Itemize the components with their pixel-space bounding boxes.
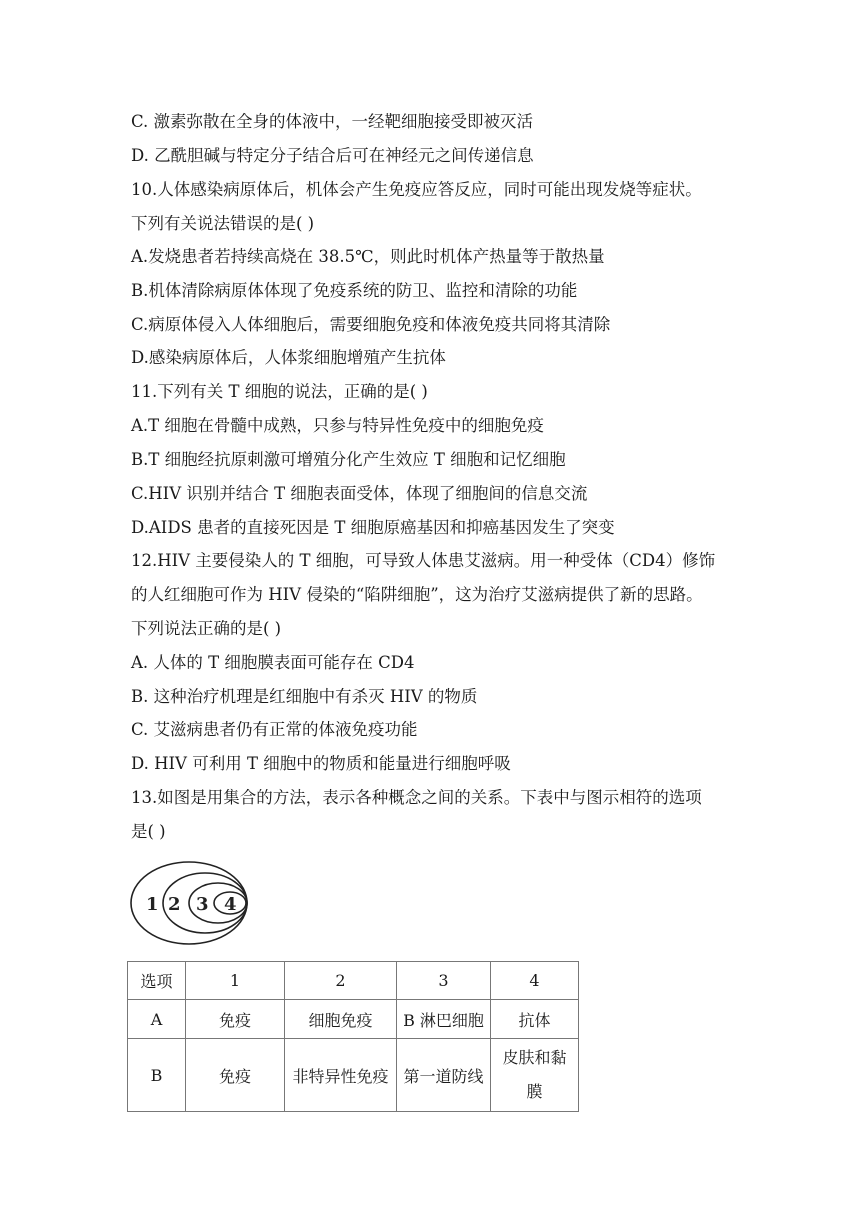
option-11c: C.HIV 识别并结合 T 细胞表面受体，体现了细胞间的信息交流: [131, 484, 588, 503]
table-header-row: [128, 962, 579, 1000]
table-cell: A: [128, 1000, 186, 1039]
table-cell: 皮肤和黏膜: [491, 1039, 579, 1112]
table-cell: B 淋巴细胞: [397, 1000, 491, 1039]
table-header-cell: 2: [285, 962, 397, 1000]
table-cell: 免疫: [186, 1039, 285, 1112]
option-10d: D.感染病原体后，人体浆细胞增殖产生抗体: [131, 348, 446, 367]
option-11a: A.T 细胞在骨髓中成熟，只参与特异性免疫中的细胞免疫: [131, 416, 544, 435]
table-header-cell: 选项: [128, 962, 186, 1000]
option-10c: C.病原体侵入人体细胞后，需要细胞免疫和体液免疫共同将其清除: [131, 315, 611, 334]
table-row: [128, 1039, 579, 1112]
option-12a: A. 人体的 T 细胞膜表面可能存在 CD4: [131, 653, 415, 672]
table-row: [128, 1000, 579, 1039]
option-9c: C. 激素弥散在全身的体液中，一经靶细胞接受即被灭活: [131, 112, 534, 131]
option-12b: B. 这种治疗机理是红细胞中有杀灭 HIV 的物质: [131, 687, 478, 706]
question-11-stem: 11.下列有关 T 细胞的说法，正确的是( ): [131, 382, 428, 401]
table-cell: B: [128, 1039, 186, 1112]
table-cell: 免疫: [186, 1000, 285, 1039]
option-11b: B.T 细胞经抗原刺激可增殖分化产生效应 T 细胞和记忆细胞: [131, 450, 566, 469]
set-1-label: 1: [146, 894, 159, 915]
question-12-stem-cont: 的人红细胞可作为 HIV 侵染的“陷阱细胞”，这为治疗艾滋病提供了新的思路。: [131, 585, 703, 604]
question-12-stem-cont2: 下列说法正确的是( ): [131, 619, 282, 638]
option-12d: D. HIV 可利用 T 细胞中的物质和能量进行细胞呼吸: [131, 754, 511, 773]
set-3-label: 3: [196, 894, 209, 915]
question-10-stem: 10.人体感染病原体后，机体会产生免疫应答反应，同时可能出现发烧等症状。: [131, 180, 702, 199]
question-10-stem-cont: 下列有关说法错误的是( ): [131, 214, 315, 233]
question-12-stem: 12.HIV 主要侵染人的 T 细胞，可导致人体患艾滋病。用一种受体（CD4）修饰: [131, 551, 716, 570]
option-12c: C. 艾滋病患者仍有正常的体液免疫功能: [131, 720, 418, 739]
question-13-stem-cont: 是( ): [131, 822, 166, 841]
table-header-cell: 1: [186, 962, 285, 1000]
table-cell: 非特异性免疫: [285, 1039, 397, 1112]
option-10a: A.发烧患者若持续高烧在 38.5℃，则此时机体产热量等于散热量: [131, 247, 605, 266]
set-2-label: 2: [168, 894, 181, 915]
table-cell: 细胞免疫: [285, 1000, 397, 1039]
options-table: [127, 961, 579, 1112]
table-header-cell: 4: [491, 962, 579, 1000]
table-header-cell: 3: [397, 962, 491, 1000]
table-cell: 第一道防线: [397, 1039, 491, 1112]
option-10b: B.机体清除病原体体现了免疫系统的防卫、监控和清除的功能: [131, 281, 578, 300]
question-13-stem: 13.如图是用集合的方法，表示各种概念之间的关系。下表中与图示相符的选项: [131, 788, 702, 807]
nested-sets-diagram: [128, 860, 250, 948]
option-9d: D. 乙酰胆碱与特定分子结合后可在神经元之间传递信息: [131, 146, 534, 165]
table-cell: 抗体: [491, 1000, 579, 1039]
set-4-label: 4: [224, 894, 237, 915]
option-11d: D.AIDS 患者的直接死因是 T 细胞原癌基因和抑癌基因发生了突变: [131, 518, 615, 537]
